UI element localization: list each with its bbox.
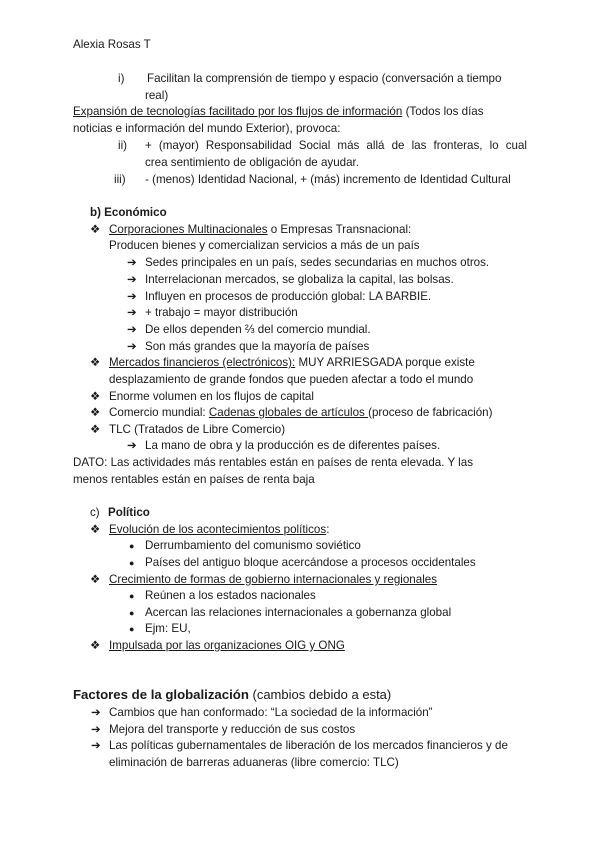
list-marker: iii) bbox=[114, 173, 126, 186]
item-iii-text: - (menos) Identidad Nacional, + (más) incremento de Identidad Cultural bbox=[145, 173, 511, 186]
bullet-icon: ● bbox=[129, 591, 135, 601]
factores-item-cont: eliminación de barreras aduaneras (libre comercio: TLC) bbox=[109, 756, 399, 769]
factores-heading bbox=[73, 687, 391, 705]
diamond-icon: ❖ bbox=[90, 423, 101, 436]
diamond-icon: ❖ bbox=[90, 573, 101, 586]
bullet-text: o Empresas Transnacional: bbox=[267, 223, 412, 236]
arrow-icon: ➔ bbox=[91, 706, 101, 719]
economico-bullet-2-cont: desplazamiento de grande fondos que pueden afectar a todo el mundo bbox=[109, 373, 474, 386]
bullet-text: (proceso de fabricación) bbox=[368, 406, 493, 419]
list-marker: i) bbox=[118, 72, 125, 85]
arrow-icon: ➔ bbox=[127, 273, 137, 286]
diamond-icon: ❖ bbox=[90, 523, 101, 536]
factores-subtitle: (cambios debido a esta) bbox=[248, 687, 392, 702]
bullet-text: MUY ARRIESGADA porque existe bbox=[295, 356, 475, 369]
economico-bullet-1 bbox=[109, 222, 411, 239]
arrow-item: + trabajo = mayor distribución bbox=[145, 306, 298, 319]
bullet-icon: ● bbox=[129, 558, 135, 568]
section-marker: c) bbox=[90, 506, 100, 519]
diamond-icon: ❖ bbox=[90, 390, 101, 403]
item-i-text: Facilitan la comprensión de tiempo y espacio (conversación a tiempo bbox=[147, 72, 502, 85]
economico-bullet-3: Enorme volumen en los flujos de capital bbox=[109, 390, 314, 403]
arrow-icon: ➔ bbox=[91, 739, 101, 752]
expansion-link: Expansión de tecnologías facilitado por los flujos de información bbox=[73, 105, 403, 118]
arrow-item: La mano de obra y la producción es de diferentes países. bbox=[145, 439, 441, 452]
economico-bullet-5: TLC (Tratados de Libre Comercio) bbox=[109, 423, 286, 436]
arrow-icon: ➔ bbox=[127, 323, 137, 336]
cadenas-link: Cadenas globales de artículos bbox=[208, 406, 369, 419]
mercados-link: Mercados financieros (electrónicos): bbox=[109, 356, 296, 369]
list-marker: ii) bbox=[118, 139, 128, 152]
arrow-icon: ➔ bbox=[127, 439, 137, 452]
bullet-icon: ● bbox=[129, 608, 135, 618]
multinacionales-link: Corporaciones Multinacionales bbox=[109, 223, 268, 236]
crecimiento-link: Crecimiento de formas de gobierno internacionales y regionales bbox=[109, 573, 438, 586]
politico-subitem: Acercan las relaciones internacionales a gobernanza global bbox=[145, 606, 452, 619]
arrow-item: Influyen en procesos de producción global: LA BARBIE. bbox=[145, 290, 432, 303]
arrow-icon: ➔ bbox=[127, 306, 137, 319]
economico-bullet-4 bbox=[109, 405, 492, 422]
arrow-item: Sedes principales en un país, sedes secundarias en muchos otros. bbox=[145, 256, 490, 269]
item-ii-text: + (mayor) Responsabilidad Social más allá de las fronteras, lo cual bbox=[145, 139, 527, 152]
factores-item: Las políticas gubernamentales de liberación de los mercados financieros y de bbox=[109, 739, 508, 752]
item-i-text-cont: real) bbox=[145, 89, 169, 102]
evolucion-link: Evolución de los acontecimientos políticos bbox=[109, 523, 327, 536]
economico-bullet-2 bbox=[109, 355, 475, 372]
bullet-icon: ● bbox=[129, 624, 135, 634]
arrow-icon: ➔ bbox=[91, 723, 101, 736]
author-name: Alexia Rosas T bbox=[73, 38, 151, 51]
dato-line: DATO: Las actividades más rentables están en países de renta elevada. Y las bbox=[73, 456, 474, 469]
arrow-icon: ➔ bbox=[127, 256, 137, 269]
arrow-icon: ➔ bbox=[127, 340, 137, 353]
diamond-icon: ❖ bbox=[90, 223, 101, 236]
arrow-icon: ➔ bbox=[127, 290, 137, 303]
politico-subitem: Ejm: EU, bbox=[145, 622, 191, 635]
bullet-text: Comercio mundial: bbox=[109, 406, 209, 419]
politico-bullet-1 bbox=[109, 522, 329, 539]
bullet-text: : bbox=[326, 523, 330, 536]
impulsada-link: Impulsada por las organizaciones OIG y ONG bbox=[109, 639, 345, 652]
politico-subitem: Reúnen a los estados nacionales bbox=[145, 589, 316, 602]
economico-bullet-1-cont: Producen bienes y comercializan servicios a más de un país bbox=[109, 239, 420, 252]
factores-item: Mejora del transporte y reducción de sus costos bbox=[109, 723, 356, 736]
politico-subitem: Derrumbamiento del comunismo soviético bbox=[145, 539, 361, 552]
section-heading-economico: b) Económico bbox=[90, 206, 167, 219]
expansion-rest: (Todos los días bbox=[402, 105, 484, 118]
expansion-line2: noticias e información del mundo Exterior), provoca: bbox=[73, 122, 341, 135]
diamond-icon: ❖ bbox=[90, 639, 101, 652]
dato-line-cont: menos rentables están en países de renta baja bbox=[73, 473, 315, 486]
politico-subitem: Países del antiguo bloque acercándose a procesos occidentales bbox=[145, 556, 476, 569]
factores-title: Factores de la globalización bbox=[73, 687, 249, 702]
expansion-line bbox=[73, 104, 484, 121]
factores-item: Cambios que han conformado: “La sociedad de la información” bbox=[109, 706, 433, 719]
arrow-item: De ellos dependen ⅔ del comercio mundial. bbox=[145, 323, 371, 336]
arrow-item: Son más grandes que la mayoría de países bbox=[145, 340, 370, 353]
diamond-icon: ❖ bbox=[90, 356, 101, 369]
diamond-icon: ❖ bbox=[90, 406, 101, 419]
arrow-item: Interrelacionan mercados, se globaliza la capital, las bolsas. bbox=[145, 273, 454, 286]
item-ii-text-cont: crea sentimiento de obligación de ayudar. bbox=[145, 156, 359, 169]
bullet-icon: ● bbox=[129, 541, 135, 551]
section-heading-politico: Político bbox=[108, 506, 150, 519]
